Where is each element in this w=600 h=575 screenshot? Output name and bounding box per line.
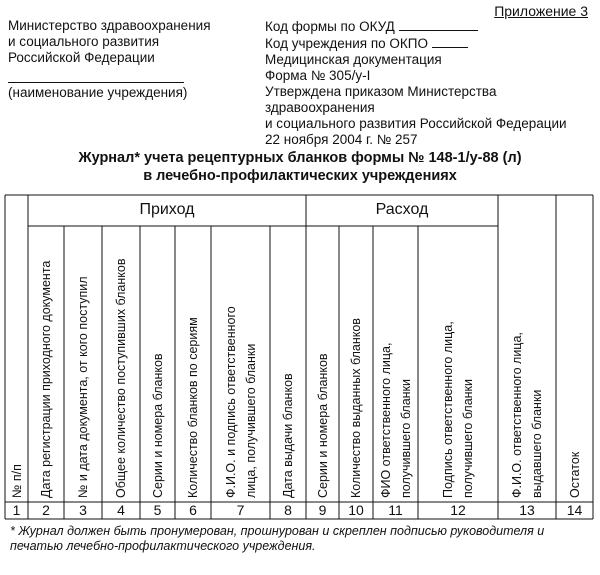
- group-header-income: Приход: [139, 201, 195, 218]
- column-number: 6: [189, 502, 197, 518]
- column-header-label: Ф.И.О. ответственного лица,: [510, 332, 524, 498]
- footnote: * Журнал должен быть пронумерован, прошнурован и скреплен подписью руководителя и печатью лечебно-профилактического учреждения.: [10, 524, 545, 553]
- column-number: 10: [348, 502, 364, 518]
- column-number: 9: [318, 502, 327, 518]
- column-number: 12: [450, 502, 466, 518]
- org-line: Министерство здравоохранения: [8, 18, 211, 33]
- column-header-label: Остаток: [567, 451, 582, 498]
- column-header-label: Ф.И.О. и подпись ответственного: [223, 306, 238, 498]
- institution-name-caption: (наименование учреждения): [8, 85, 188, 100]
- column-number: 8: [284, 502, 292, 518]
- column-header-label: Количество бланков по сериям: [186, 317, 200, 498]
- column-header-label: № и дата документа, от кого поступил: [76, 276, 90, 498]
- column-number: 3: [79, 502, 87, 518]
- column-header-label: Дата регистрации приходного документа: [39, 260, 53, 498]
- column-number: 2: [42, 502, 50, 518]
- approval-line: 22 ноября 2004 г. № 257: [265, 132, 418, 147]
- column-header-label: лица, получившего бланки: [243, 343, 258, 498]
- journal-title: Журнал* учета рецептурных бланков формы № 148-1/у-88 (л) в лечебно-профилактических учреждениях: [78, 150, 522, 184]
- org-line: и социального развития: [8, 34, 160, 49]
- column-number: 1: [12, 502, 21, 518]
- column-number: 7: [236, 502, 245, 518]
- column-header-label: Серии и номера бланков: [150, 353, 165, 498]
- column-header-label: ФИО ответственного лица,: [378, 342, 393, 498]
- approval-line: Утверждена приказом Министерства здравоохранения: [265, 84, 497, 115]
- column-header-label: Общее количество поступивших бланков: [114, 258, 128, 498]
- appendix-label: Приложение 3: [494, 3, 588, 19]
- org-line: Российской Федерации: [8, 50, 155, 65]
- column-header-label: Подпись ответственного лица,: [441, 321, 455, 498]
- column-number: 11: [388, 502, 403, 518]
- okud-code: Код формы по ОКУД: [265, 18, 600, 35]
- column-header-label: Серии и номера бланков: [315, 353, 330, 498]
- column-number: 4: [117, 502, 125, 518]
- column-header-label: № п/п: [9, 464, 24, 498]
- column-header-label: Количество выданных бланков: [349, 318, 363, 498]
- column-header-label: получившего бланки: [461, 378, 475, 498]
- approval-line: и социального развития Российской Федерации: [265, 116, 567, 131]
- column-header-label: получившего бланки: [398, 378, 413, 498]
- form-number: Форма № 305/у-I: [265, 68, 371, 83]
- column-header-label: Дата выдачи бланков: [281, 373, 295, 498]
- okpo-code: Код учреждения по ОКПО: [265, 35, 600, 52]
- column-number: 13: [519, 502, 535, 518]
- column-number: 14: [566, 502, 583, 518]
- medical-documentation: Медицинская документация: [265, 52, 442, 67]
- column-header-label: выдавшего бланки: [530, 389, 544, 498]
- column-number: 5: [153, 502, 162, 518]
- group-header-expense: Расход: [375, 201, 429, 218]
